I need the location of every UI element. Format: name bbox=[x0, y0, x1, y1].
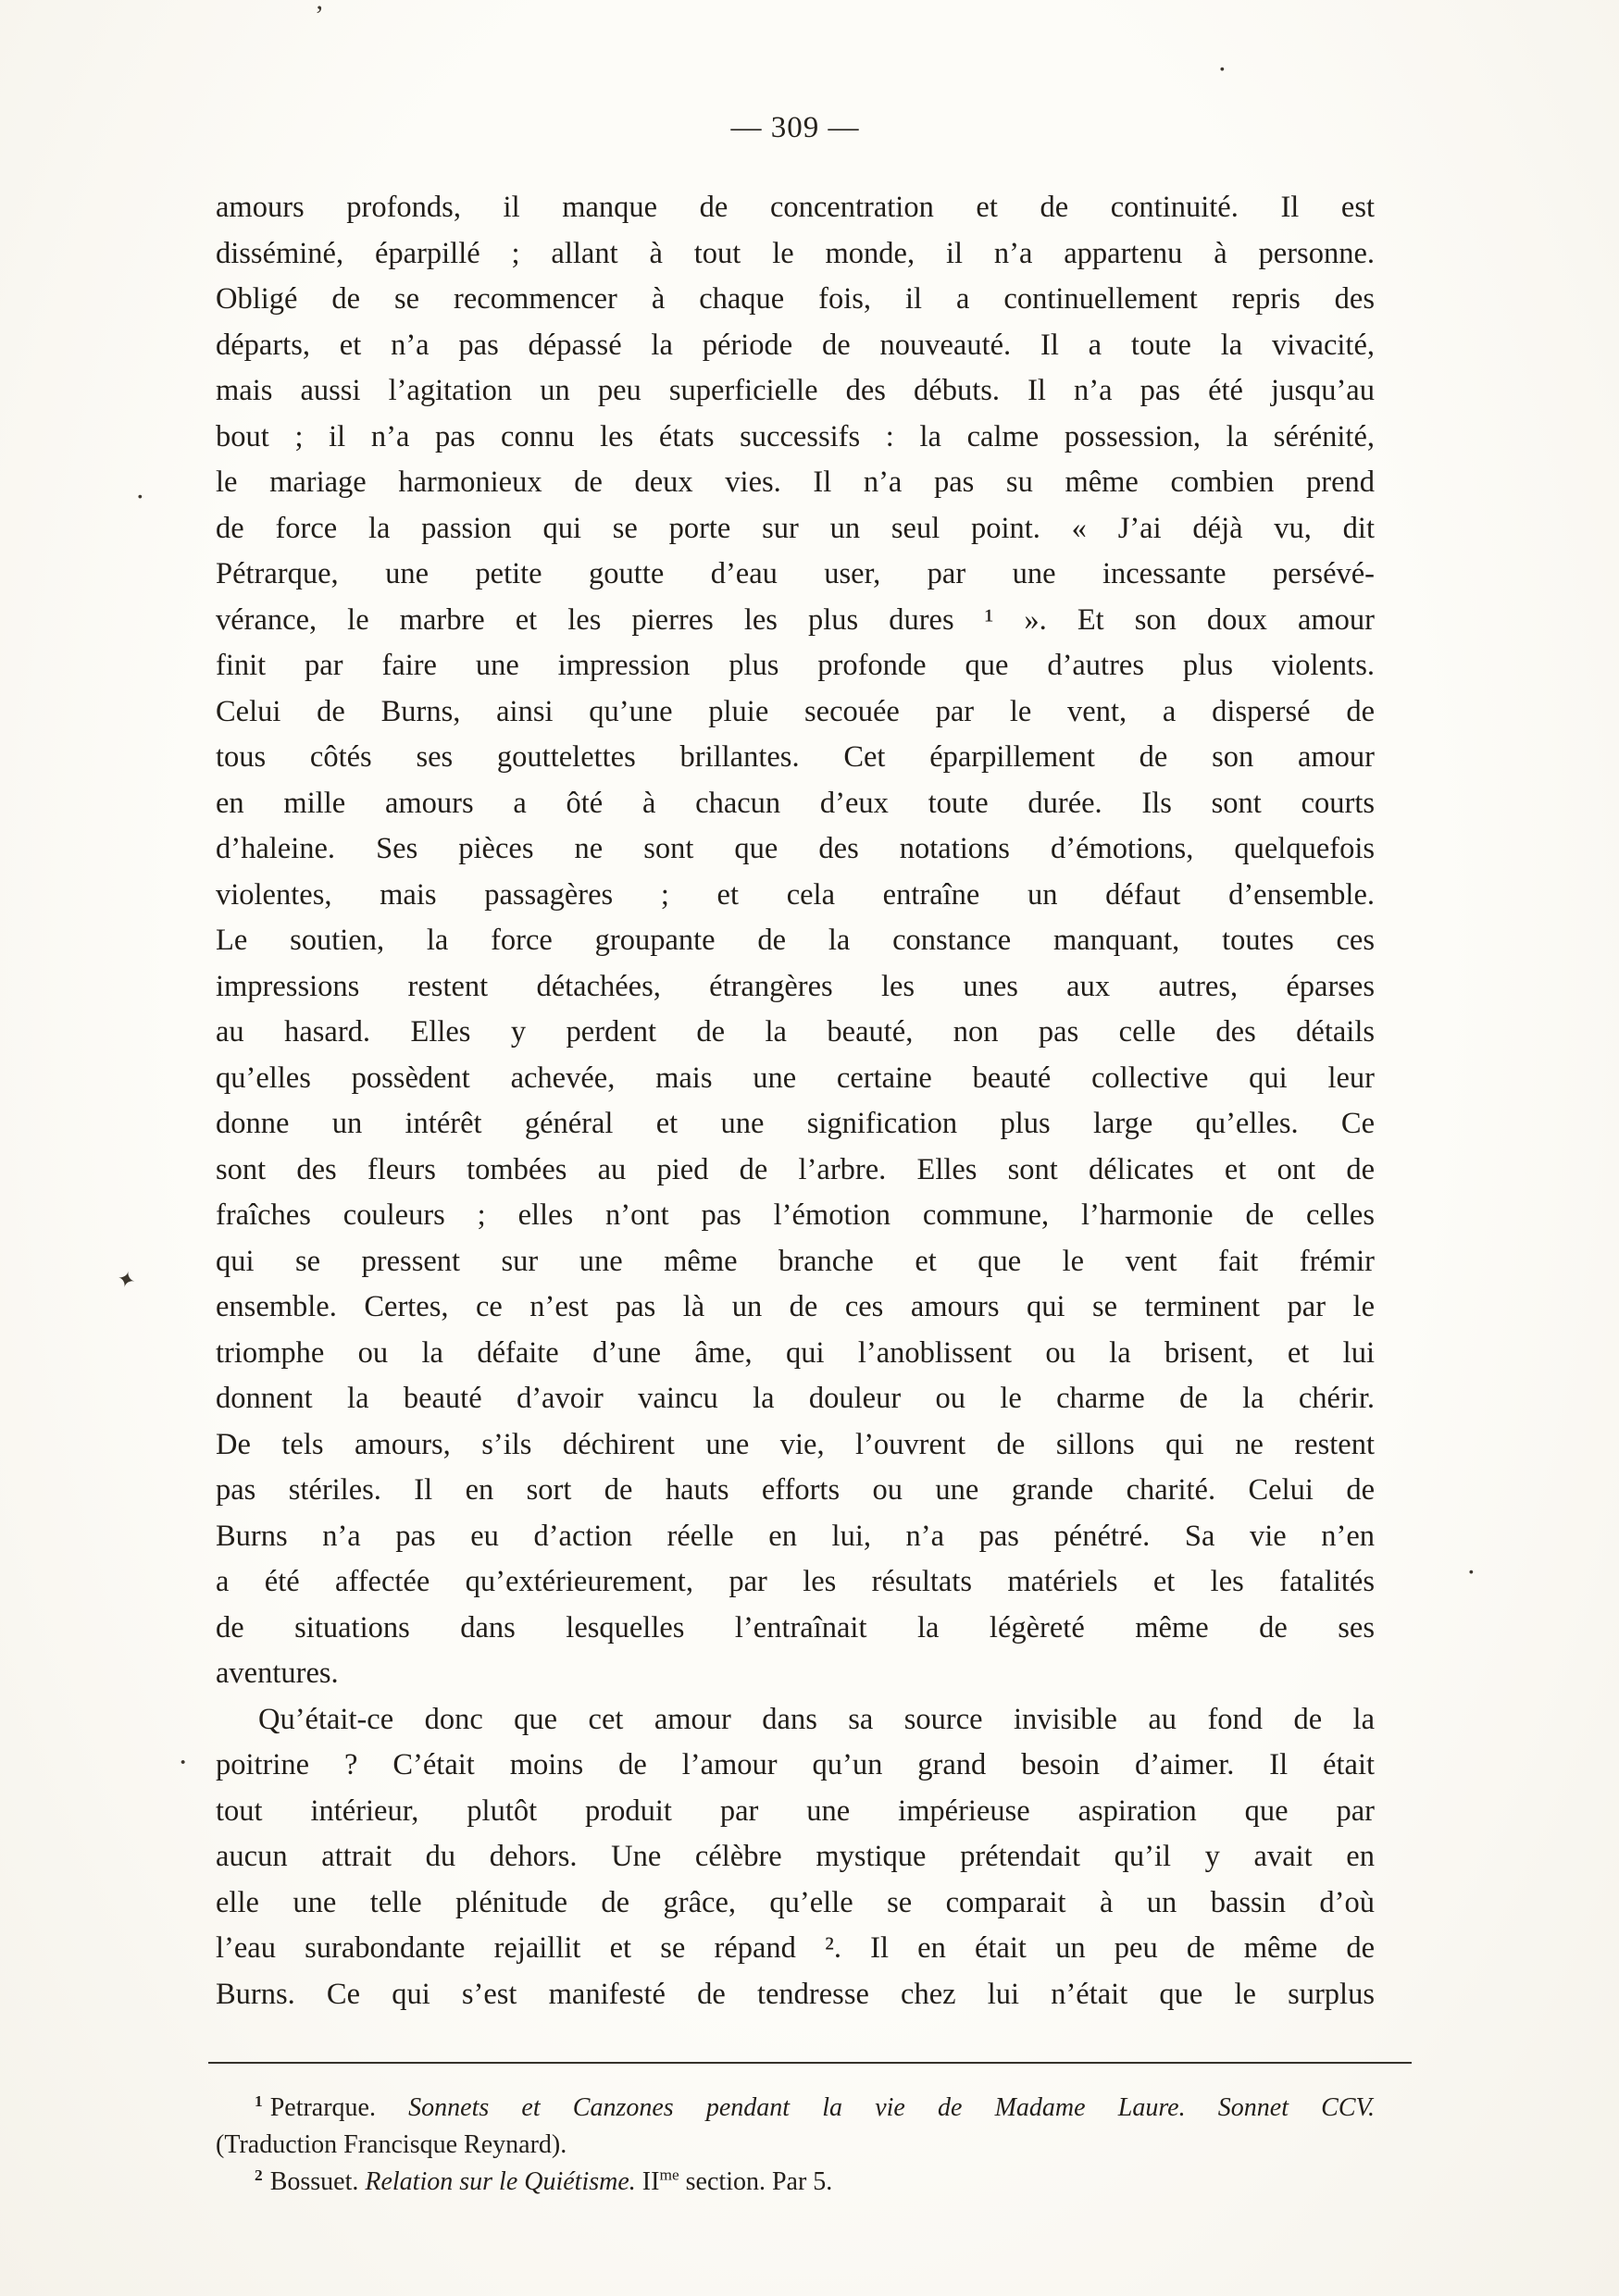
text-line: fraîches couleurs ; elles n’ont pas l’émotion commune, l’harmonie de celles bbox=[216, 1198, 1375, 1232]
text-line: Obligé de se recommencer à chaque fois, il a continuellement repris des bbox=[216, 282, 1375, 316]
text-line: finit par faire une impression plus profonde que d’autres plus violents. bbox=[216, 649, 1375, 682]
text-line: mais aussi l’agitation un peu superficielle des débuts. Il n’a pas été jusqu’au bbox=[216, 374, 1375, 407]
text-line: en mille amours a ôté à chacun d’eux toute durée. Ils sont courts bbox=[216, 786, 1375, 820]
footnote-text: me bbox=[659, 2166, 679, 2184]
footnote-text: Relation sur le Quiétisme. bbox=[365, 2167, 636, 2196]
text-line: donnent la beauté d’avoir vaincu la douleur ou le charme de la chérir. bbox=[216, 1382, 1375, 1415]
footnote-text: II bbox=[635, 2167, 660, 2196]
text-line: aucun attrait du dehors. Une célèbre mystique prétendait qu’il y avait en bbox=[216, 1840, 1375, 1873]
footnote-marker: 2 bbox=[255, 2166, 263, 2184]
ink-speck: · bbox=[1466, 1555, 1476, 1588]
text-line: Qu’était-ce donc que cet amour dans sa source invisible au fond de la bbox=[258, 1702, 1375, 1736]
text-line: de situations dans lesquelles l’entraînait la légèreté même de ses bbox=[216, 1610, 1375, 1644]
footnotes bbox=[216, 2090, 1375, 2201]
text-line: Pétrarque, une petite goutte d’eau user, par une incessante persévé- bbox=[216, 557, 1375, 590]
text-line: de force la passion qui se porte sur un seul point. « J’ai déjà vu, dit bbox=[216, 511, 1375, 545]
text-line: poitrine ? C’était moins de l’amour qu’un grand besoin d’aimer. Il était bbox=[216, 1748, 1375, 1781]
text-line: bout ; il n’a pas connu les états successifs : la calme possession, la sérénité, bbox=[216, 419, 1375, 453]
text-line: a été affectée qu’extérieurement, par les résultats matériels et les fatalités bbox=[216, 1565, 1375, 1598]
footnote bbox=[216, 2164, 1375, 2201]
footnote bbox=[216, 2090, 1375, 2164]
text-line: De tels amours, s’ils déchirent une vie, l’ouvrent de sillons qui ne restent bbox=[216, 1427, 1375, 1461]
text-line: départs, et n’a pas dépassé la période de nouveauté. Il a toute la vivacité, bbox=[216, 328, 1375, 362]
text-line: qui se pressent sur une même branche et que le vent fait frémir bbox=[216, 1244, 1375, 1278]
text-line: Burns. Ce qui s’est manifesté de tendresse chez lui n’était que le surplus bbox=[216, 1977, 1375, 2011]
text-line: au hasard. Elles y perdent de la beauté, non pas celle des détails bbox=[216, 1015, 1375, 1049]
text-line: amours profonds, il manque de concentration et de continuité. Il est bbox=[216, 191, 1375, 224]
text-line: d’haleine. Ses pièces ne sont que des notations d’émotions, quelquefois bbox=[216, 832, 1375, 865]
text-line: pas stériles. Il en sort de hauts efforts ou une grande charité. Celui de bbox=[216, 1473, 1375, 1507]
text-line: le mariage harmonieux de deux vies. Il n’a pas su même combien prend bbox=[216, 465, 1375, 499]
text-line: tout intérieur, plutôt produit par une impérieuse aspiration que par bbox=[216, 1793, 1375, 1828]
text-line: impressions restent détachées, étrangères les unes aux autres, éparses bbox=[216, 969, 1375, 1003]
footnote-line bbox=[216, 2127, 1375, 2164]
text-line: donne un intérêt général et une signification plus large qu’elles. Ce bbox=[216, 1107, 1375, 1140]
text-line: l’eau surabondante rejaillit et se répand ². Il en était un peu de même de bbox=[216, 1931, 1375, 1965]
text-line: triomphe ou la défaite d’une âme, qui l’anoblissent ou la brisent, et lui bbox=[216, 1335, 1375, 1370]
ink-speck: ’ bbox=[315, 0, 324, 31]
page-number: — 309 — bbox=[730, 111, 860, 144]
text-line: qu’elles possèdent achevée, mais une certaine beauté collective qui leur bbox=[216, 1061, 1375, 1095]
margin-mark-icon: ✦ bbox=[114, 1266, 138, 1296]
footnote-text: section. Par 5. bbox=[679, 2167, 833, 2196]
footnote-separator-rule bbox=[208, 2062, 1412, 2064]
text-line: elle une telle plénitude de grâce, qu’elle se comparait à un bassin d’où bbox=[216, 1885, 1375, 1919]
text-line: disséminé, éparpillé ; allant à tout le monde, il n’a appartenu à personne. bbox=[216, 236, 1375, 270]
footnote-line bbox=[216, 2164, 1375, 2201]
ink-speck: · bbox=[135, 479, 145, 513]
text-line: ensemble. Certes, ce n’est pas là un de ces amours qui se terminent par le bbox=[216, 1290, 1375, 1323]
text-line: aventures. bbox=[216, 1657, 339, 1690]
ink-speck: · bbox=[178, 1745, 189, 1780]
footnote-text: (Traduction Francisque Reynard). bbox=[216, 2130, 567, 2159]
text-line: Celui de Burns, ainsi qu’une pluie secouée par le vent, a dispersé de bbox=[216, 694, 1375, 728]
text-line: violentes, mais passagères ; et cela entraîne un défaut d’ensemble. bbox=[216, 877, 1375, 912]
footnote-text: Sonnets et Canzones pendant la vie de Madame Laure. Sonnet CCV. bbox=[408, 2093, 1375, 2122]
text-line: Burns n’a pas eu d’action réelle en lui, n’a pas pénétré. Sa vie n’en bbox=[216, 1519, 1375, 1553]
text-line: Le soutien, la force groupante de la constance manquant, toutes ces bbox=[216, 924, 1375, 957]
text-line: sont des fleurs tombées au pied de l’arbre. Elles sont délicates et ont de bbox=[216, 1152, 1375, 1186]
main-text bbox=[216, 185, 1375, 2017]
footnote-line bbox=[216, 2090, 1375, 2127]
text-line: tous côtés ses gouttelettes brillantes. Cet éparpillement de son amour bbox=[216, 740, 1375, 774]
text-line: vérance, le marbre et les pierres les plus dures ¹ ». Et son doux amour bbox=[216, 602, 1375, 637]
footnote-marker: 1 bbox=[255, 2091, 263, 2110]
footnote-text: Petrarque. bbox=[269, 2093, 409, 2122]
footnote-text: Bossuet. bbox=[269, 2167, 366, 2196]
ink-speck: · bbox=[1217, 52, 1227, 85]
